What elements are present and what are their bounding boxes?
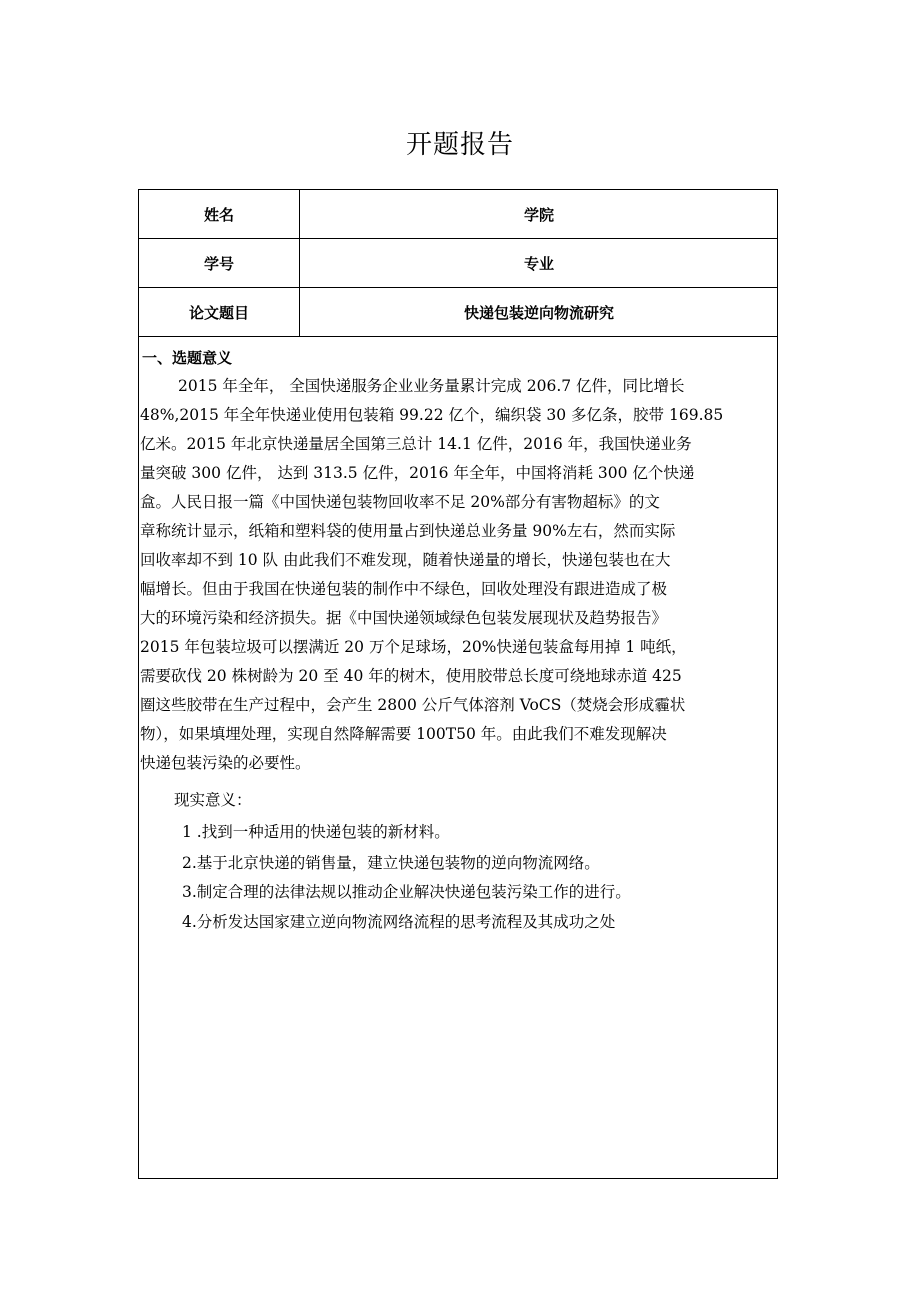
paragraph-line: 48%,2015 年全年快递业使用包装箱 99.22 亿个，编织袋 30 多亿条，胶带 169.85 <box>140 406 724 424</box>
paragraph-line: 幅增长。但由于我国在快递包装的制作中不绿色，回收处理没有跟进造成了极 <box>140 580 668 598</box>
row-divider <box>139 238 777 239</box>
major-label: 专业 <box>523 255 554 273</box>
point-item: 1 .找到一种适用的快递包装的新材料。 <box>182 823 450 841</box>
point-item: 2.基于北京快递的销售量，建立快递包装物的逆向物流网络。 <box>182 854 600 872</box>
thesis-title-label: 论文题目 <box>188 304 249 322</box>
paragraph-line: 章称统计显示，纸箱和塑料袋的使用量占到快递总业务量 90%左右，然而实际 <box>140 522 676 540</box>
paragraph-line: 盒。人民日报一篇《中国快递包装物回收率不足 20%部分有害物超标》的文 <box>140 493 660 511</box>
paragraph-line: 大的环境污染和经济损失。据《中国快递领域绿色包装发展现状及趋势报告》 <box>140 609 668 627</box>
point-item: 3.制定合理的法律法规以推动企业解决快递包装污染工作的进行。 <box>182 883 631 901</box>
thesis-title-value: 快递包装逆向物流研究 <box>463 304 614 322</box>
page-title: 开题报告 <box>405 130 514 160</box>
paragraph-line: 亿米。2015 年北京快递量居全国第三总计 14.1 亿件，2016 年，我国快递业务 <box>140 435 692 453</box>
paragraph-line: 需要砍伐 20 株树龄为 20 至 40 年的树木，使用胶带总长度可绕地球赤道 425 <box>140 667 682 685</box>
paragraph-line: 2015 年包装垃圾可以摆满近 20 万个足球场，20%快递包装盒每用掉 1 吨纸， <box>140 638 687 656</box>
point-item: 4.分析发达国家建立逆向物流网络流程的思考流程及其成功之处 <box>182 913 616 931</box>
paragraph-line: 圈这些胶带在生产过程中，会产生 2800 公斤气体溶剂 VoCS（焚烧会形成霾状 <box>140 696 686 714</box>
name-label: 姓名 <box>203 206 234 224</box>
paragraph-line: 回收率却不到 10 队 由此我们不难发现，随着快递量的增长，快递包装也在大 <box>140 551 671 569</box>
student-id-label: 学号 <box>203 255 234 273</box>
paragraph-line: 物），如果填埋处理，实现自然降解需要 100T50 年。由此我们不难发现解决 <box>140 725 667 743</box>
practical-significance-heading: 现实意义： <box>174 791 252 809</box>
paragraph-line: 量突破 300 亿件， 达到 313.5 亿件，2016 年全年，中国将消耗 300 亿个快递 <box>140 464 695 482</box>
paragraph-line: 快递包装污染的必要性。 <box>140 754 311 772</box>
college-label: 学院 <box>523 206 554 224</box>
row-divider <box>139 287 777 288</box>
section-heading: 一、选题意义 <box>142 349 233 367</box>
paragraph-line: 2015 年全年， 全国快递服务企业业务量累计完成 206.7 亿件，同比增长 <box>178 377 685 395</box>
row-divider <box>139 336 777 337</box>
